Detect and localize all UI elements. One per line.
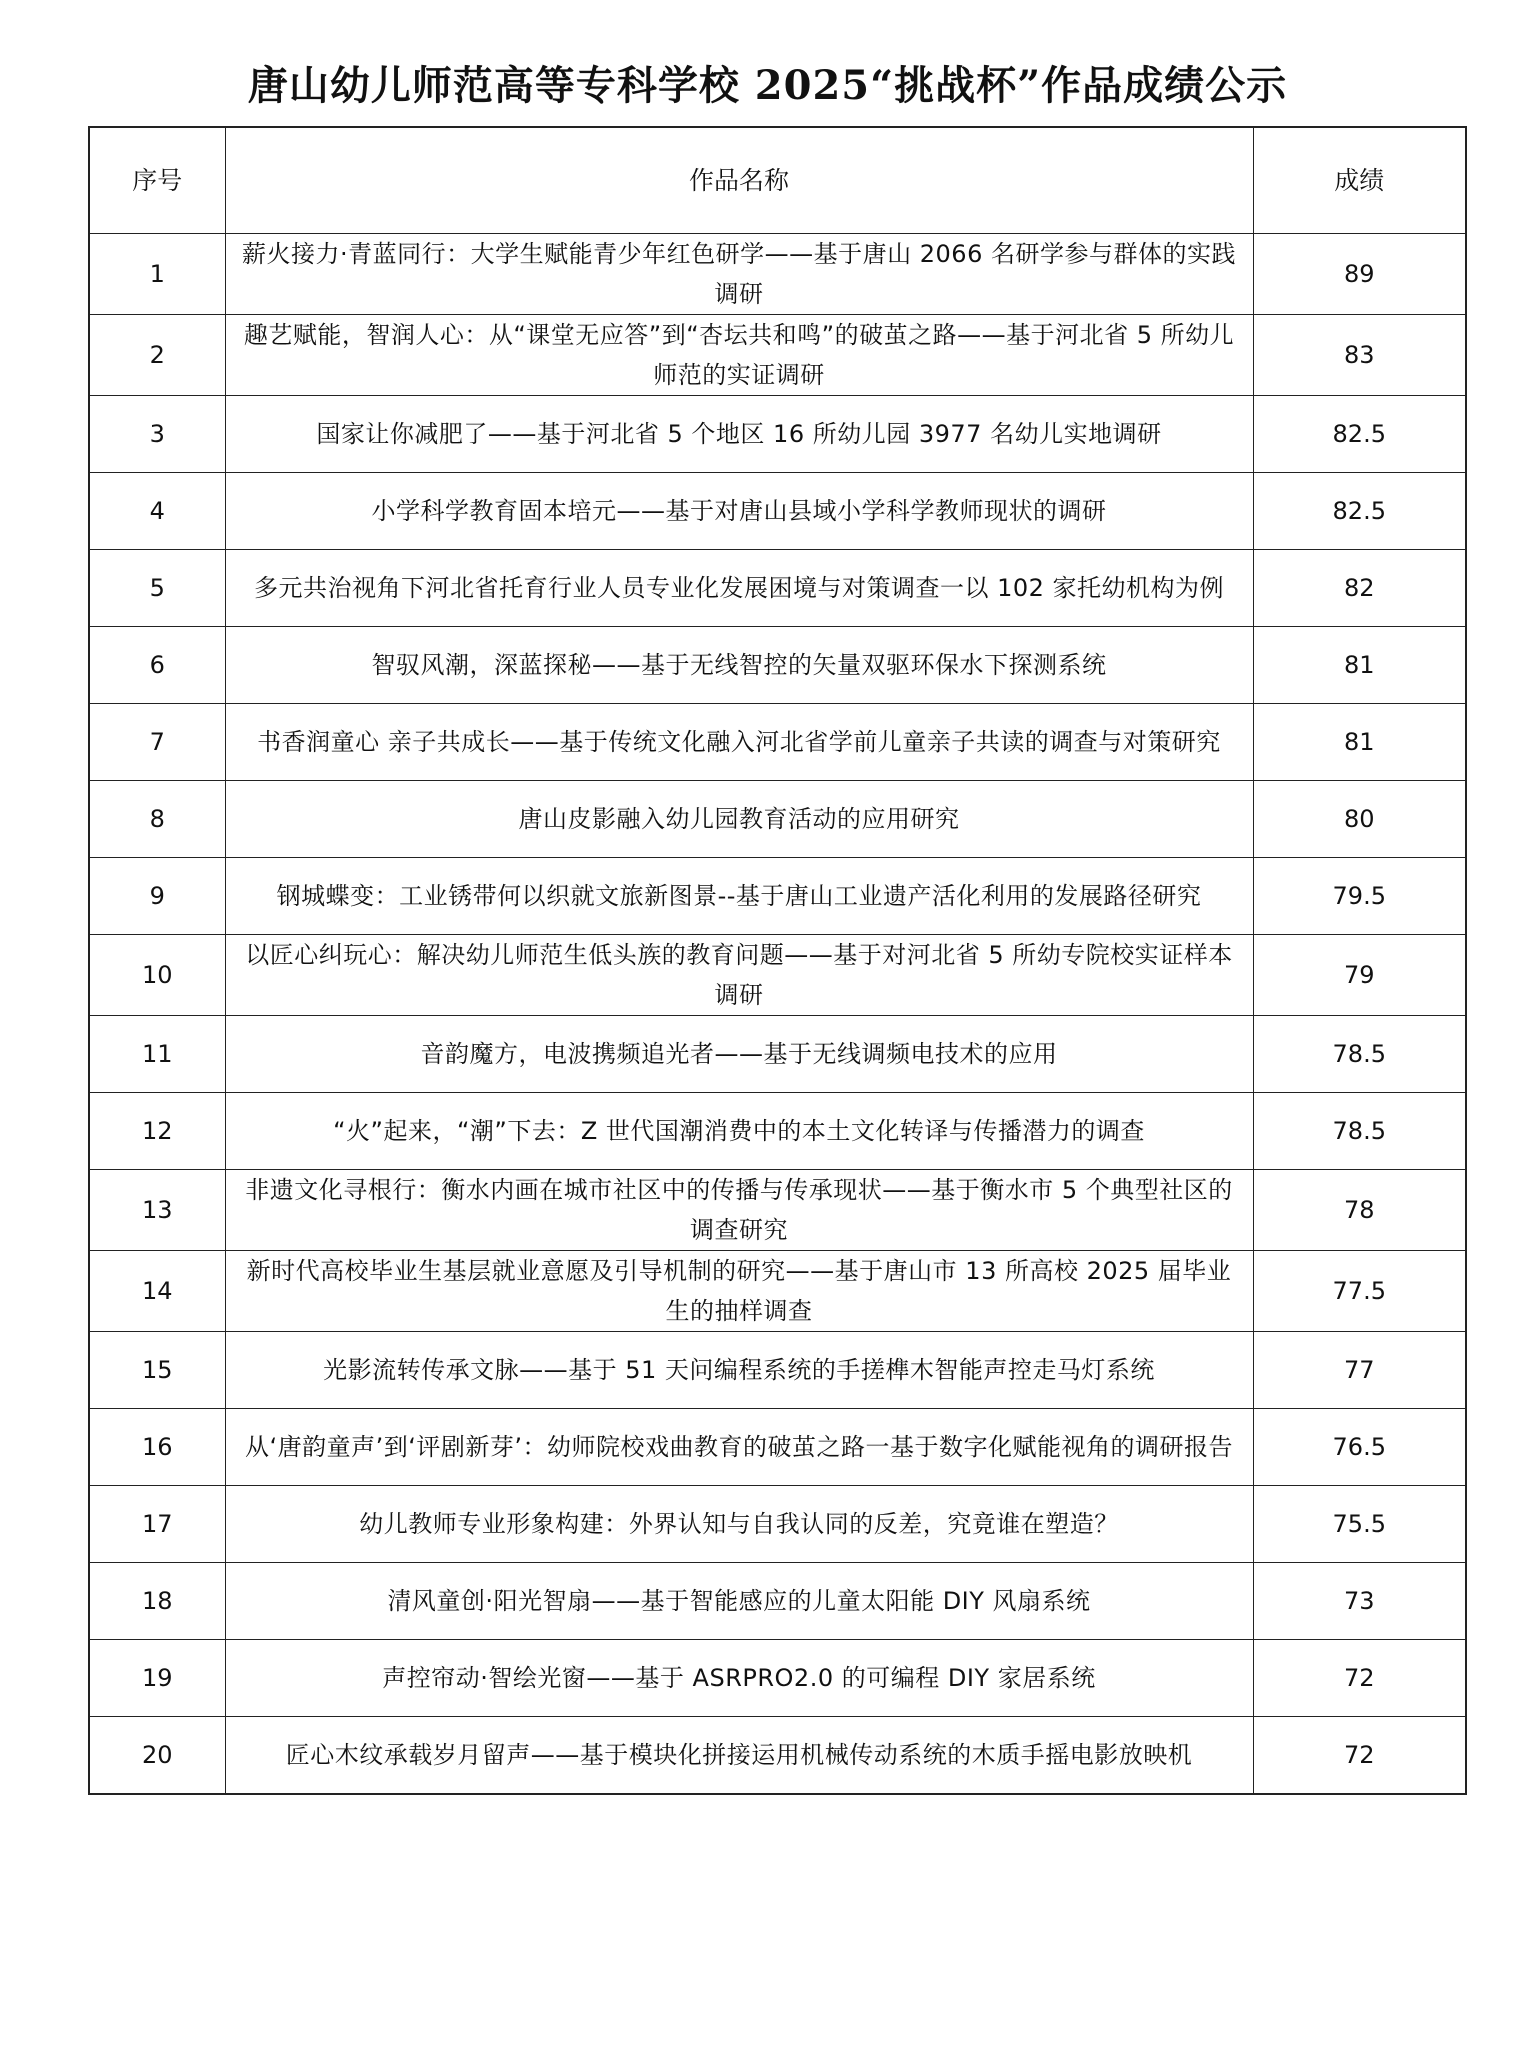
table-row	[89, 1486, 1466, 1563]
table-row	[89, 396, 1466, 473]
row-index: 11	[89, 1016, 225, 1093]
row-index: 20	[89, 1717, 225, 1795]
row-score: 79.5	[1253, 858, 1466, 935]
row-score: 82.5	[1253, 396, 1466, 473]
scores-table	[88, 126, 1467, 1795]
row-title: 智驭风潮，深蓝探秘——基于无线智控的矢量双驱环保水下探测系统	[225, 627, 1253, 704]
row-index: 10	[89, 935, 225, 1016]
row-title: 从‘唐韵童声’到‘评剧新芽’：幼师院校戏曲教育的破茧之路一基于数字化赋能视角的调研报告	[225, 1409, 1253, 1486]
table-row	[89, 1251, 1466, 1332]
row-title: 光影流转传承文脉——基于 51 天问编程系统的手搓榫木智能声控走马灯系统	[225, 1332, 1253, 1409]
row-title: 钢城蝶变：工业锈带何以织就文旅新图景--基于唐山工业遗产活化利用的发展路径研究	[225, 858, 1253, 935]
row-title: 多元共治视角下河北省托育行业人员专业化发展困境与对策调查一以 102 家托幼机构为例	[225, 550, 1253, 627]
table-row	[89, 627, 1466, 704]
table-row	[89, 1717, 1466, 1795]
row-score: 78.5	[1253, 1093, 1466, 1170]
row-index: 3	[89, 396, 225, 473]
row-index: 7	[89, 704, 225, 781]
header-name: 作品名称	[225, 127, 1253, 234]
row-index: 19	[89, 1640, 225, 1717]
row-score: 77	[1253, 1332, 1466, 1409]
row-title: 以匠心纠玩心：解决幼儿师范生低头族的教育问题——基于对河北省 5 所幼专院校实证样本调研	[225, 935, 1253, 1016]
table-row	[89, 550, 1466, 627]
row-index: 2	[89, 315, 225, 396]
table-row	[89, 473, 1466, 550]
row-score: 89	[1253, 234, 1466, 315]
header-score: 成绩	[1253, 127, 1466, 234]
table-row	[89, 234, 1466, 315]
row-score: 80	[1253, 781, 1466, 858]
table-row	[89, 315, 1466, 396]
table-row	[89, 1093, 1466, 1170]
row-index: 6	[89, 627, 225, 704]
table-row	[89, 704, 1466, 781]
table-row	[89, 1332, 1466, 1409]
row-index: 5	[89, 550, 225, 627]
row-score: 79	[1253, 935, 1466, 1016]
row-title: 声控帘动·智绘光窗——基于 ASRPRO2.0 的可编程 DIY 家居系统	[225, 1640, 1253, 1717]
table-row	[89, 1016, 1466, 1093]
row-title: “火”起来，“潮”下去：Z 世代国潮消费中的本土文化转译与传播潜力的调查	[225, 1093, 1253, 1170]
row-score: 81	[1253, 627, 1466, 704]
table-row	[89, 1640, 1466, 1717]
table-row	[89, 1170, 1466, 1251]
row-score: 83	[1253, 315, 1466, 396]
table-row	[89, 1563, 1466, 1640]
row-index: 14	[89, 1251, 225, 1332]
table-row	[89, 935, 1466, 1016]
table-row	[89, 1409, 1466, 1486]
table-row	[89, 858, 1466, 935]
row-score: 72	[1253, 1640, 1466, 1717]
row-score: 82	[1253, 550, 1466, 627]
row-index: 13	[89, 1170, 225, 1251]
row-index: 17	[89, 1486, 225, 1563]
row-index: 16	[89, 1409, 225, 1486]
row-title: 音韵魔方，电波携频追光者——基于无线调频电技术的应用	[225, 1016, 1253, 1093]
row-score: 73	[1253, 1563, 1466, 1640]
row-score: 78.5	[1253, 1016, 1466, 1093]
row-title: 唐山皮影融入幼儿园教育活动的应用研究	[225, 781, 1253, 858]
row-index: 4	[89, 473, 225, 550]
row-score: 81	[1253, 704, 1466, 781]
row-score: 77.5	[1253, 1251, 1466, 1332]
row-title: 新时代高校毕业生基层就业意愿及引导机制的研究——基于唐山市 13 所高校 2025 届毕业生的抽样调查	[225, 1251, 1253, 1332]
row-index: 9	[89, 858, 225, 935]
row-score: 72	[1253, 1717, 1466, 1795]
header-index: 序号	[89, 127, 225, 234]
row-index: 1	[89, 234, 225, 315]
row-score: 78	[1253, 1170, 1466, 1251]
table-row	[89, 781, 1466, 858]
row-title: 书香润童心 亲子共成长——基于传统文化融入河北省学前儿童亲子共读的调查与对策研究	[225, 704, 1253, 781]
row-title: 非遗文化寻根行：衡水内画在城市社区中的传播与传承现状——基于衡水市 5 个典型社区的调查研究	[225, 1170, 1253, 1251]
row-title: 匠心木纹承载岁月留声——基于模块化拼接运用机械传动系统的木质手摇电影放映机	[225, 1717, 1253, 1795]
row-title: 幼儿教师专业形象构建：外界认知与自我认同的反差，究竟谁在塑造？	[225, 1486, 1253, 1563]
row-title: 小学科学教育固本培元——基于对唐山县域小学科学教师现状的调研	[225, 473, 1253, 550]
row-index: 12	[89, 1093, 225, 1170]
table-body	[89, 234, 1466, 1795]
row-index: 8	[89, 781, 225, 858]
row-score: 75.5	[1253, 1486, 1466, 1563]
row-index: 18	[89, 1563, 225, 1640]
row-title: 薪火接力·青蓝同行：大学生赋能青少年红色研学——基于唐山 2066 名研学参与群体的实践调研	[225, 234, 1253, 315]
page-title: 唐山幼儿师范高等专科学校 2025“挑战杯”作品成绩公示	[247, 62, 1288, 109]
row-score: 76.5	[1253, 1409, 1466, 1486]
table-header-row	[89, 127, 1466, 234]
row-title: 趣艺赋能，智润人心：从“课堂无应答”到“杏坛共和鸣”的破茧之路——基于河北省 5 所幼儿师范的实证调研	[225, 315, 1253, 396]
row-index: 15	[89, 1332, 225, 1409]
row-score: 82.5	[1253, 473, 1466, 550]
row-title: 国家让你减肥了——基于河北省 5 个地区 16 所幼儿园 3977 名幼儿实地调研	[225, 396, 1253, 473]
row-title: 清风童创·阳光智扇——基于智能感应的儿童太阳能 DIY 风扇系统	[225, 1563, 1253, 1640]
